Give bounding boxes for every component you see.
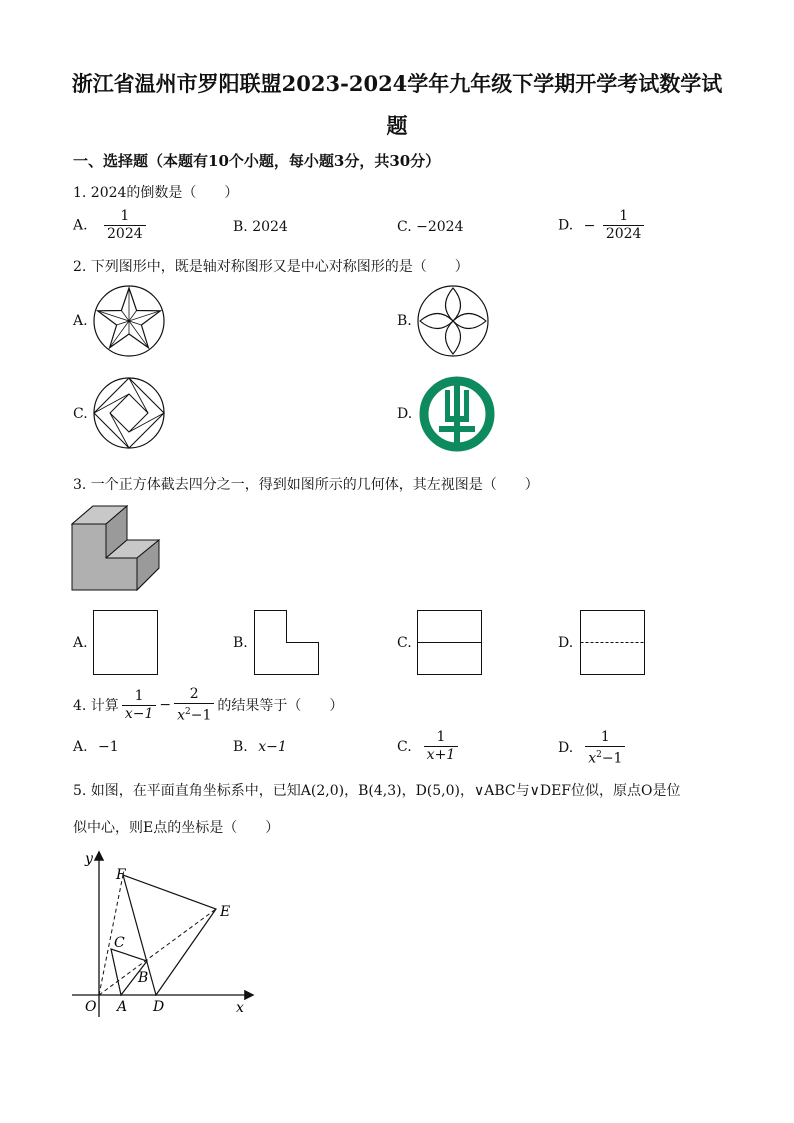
q1-option-d: D. − $\frac{1}{2024}$ — [558, 208, 647, 243]
q3-label-c: C. — [397, 635, 412, 651]
section-heading: 一、选择题（本题有10个小题，每小题3分，共30分） — [73, 152, 441, 170]
q1-option-b: B. 2024 — [233, 219, 288, 235]
q2-label-c: C. — [73, 406, 88, 422]
q1-d-fraction: $\frac{1}{2024}$ — [603, 208, 645, 243]
square-pinwheel-figure — [92, 376, 166, 450]
q4-option-c: C. $\frac{1}{x+1}$ — [397, 729, 461, 764]
triangle-def — [123, 875, 216, 995]
q3-label-a: A. — [73, 635, 88, 651]
x-axis-label: x — [236, 1000, 244, 1016]
q1-option-a: A. $\frac{1}{2024}$ — [73, 208, 149, 243]
bank-logo-figure — [419, 376, 495, 452]
view-solid-line-figure — [417, 610, 483, 676]
point-c-label: C — [114, 935, 125, 951]
view-dashed-line-figure — [580, 610, 646, 676]
point-f-label: F — [116, 867, 126, 883]
q2-label-d: D. — [397, 406, 413, 422]
q5-stem-line2: 似中心，则E点的坐标是（ ） — [73, 820, 280, 836]
q4-fraction-2: $\frac{2}{x^2-1}$ — [174, 686, 214, 725]
cut-cube-solid — [71, 506, 163, 592]
point-d-label: D — [153, 999, 165, 1015]
point-a-label: A — [117, 999, 128, 1015]
q4-option-a: A. −1 — [73, 739, 119, 755]
q2-label-a: A. — [73, 313, 88, 329]
point-b-label: B — [138, 970, 149, 986]
page-title-line1: 浙江省温州市罗阳联盟2023-2024学年九年级下学期开学考试数学试 — [71, 71, 723, 96]
coordinate-figure — [66, 845, 266, 1020]
q4-fraction-1: $\frac{1}{x-1}$ — [122, 688, 157, 723]
q1-a-fraction: $\frac{1}{2024}$ — [104, 208, 146, 243]
q5-stem-line1: 5. 如图，在平面直角坐标系中，已知A(2,0)，B(4,3)，D(5,0)，∨ABC与∨DEF位似，原点O是位 — [73, 783, 681, 799]
y-axis-label: y — [85, 851, 93, 867]
q3-label-b: B. — [233, 635, 248, 651]
star-in-circle-figure — [92, 284, 166, 358]
view-square-figure — [93, 610, 159, 676]
q2-stem: 2. 下列图形中，既是轴对称图形又是中心对称图形的是（ ） — [73, 259, 469, 275]
q4-option-b: B. x−1 — [233, 739, 287, 755]
q3-label-d: D. — [558, 635, 574, 651]
view-l-shape-figure — [254, 610, 320, 676]
q1-stem: 1. 2024的倒数是（ ） — [73, 185, 239, 201]
q4-option-d: D. $\frac{1}{x^2-1}$ — [558, 729, 628, 768]
q3-stem: 3. 一个正方体截去四分之一，得到如图所示的几何体，其左视图是（ ） — [73, 477, 539, 493]
q1-option-c: C. −2024 — [397, 219, 464, 235]
point-e-label: E — [220, 904, 231, 920]
point-o-label: O — [85, 999, 97, 1015]
petal-flower-figure — [416, 284, 490, 358]
page-title-line2: 题 — [386, 113, 408, 138]
q4-stem: 4. 计算 $\frac{1}{x-1}$ − $\frac{2}{x^2-1}$ 的结果等于（ ） — [73, 686, 344, 724]
q2-label-b: B. — [397, 313, 412, 329]
